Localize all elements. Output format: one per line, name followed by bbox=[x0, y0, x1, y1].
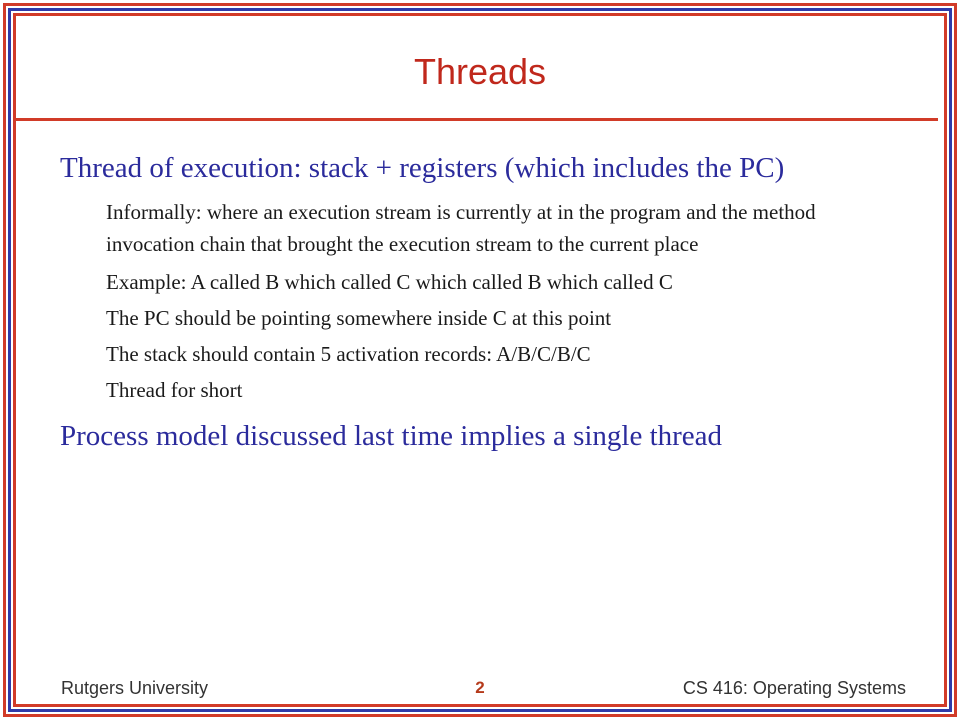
slide bbox=[16, 16, 944, 704]
footer-university: Rutgers University bbox=[61, 678, 209, 698]
footer-page-number: 2 bbox=[475, 678, 485, 697]
sub-bullet-stack-records: The stack should contain 5 activation records: A/B/C/B/C bbox=[106, 342, 591, 366]
sub-bullet-thread-short: Thread for short bbox=[106, 378, 243, 402]
sub-bullet-pc-pointing: The PC should be pointing somewhere inside C at this point bbox=[106, 306, 612, 330]
slide-content bbox=[60, 150, 920, 454]
title-divider bbox=[16, 118, 938, 121]
bullet-process-model: Process model discussed last time implies a single thread bbox=[60, 420, 723, 452]
footer-course: CS 416: Operating Systems bbox=[682, 678, 906, 698]
sub-bullet-informally: Informally: where an execution stream is currently at in the program and the method invocation chain that brought the execution stream to the current place bbox=[106, 200, 816, 256]
slide-title: Threads bbox=[413, 51, 547, 92]
bullet-thread-of-execution: Thread of execution: stack + registers (which includes the PC) bbox=[60, 152, 785, 184]
sub-bullet-example: Example: A called B which called C which called B which called C bbox=[106, 270, 673, 294]
